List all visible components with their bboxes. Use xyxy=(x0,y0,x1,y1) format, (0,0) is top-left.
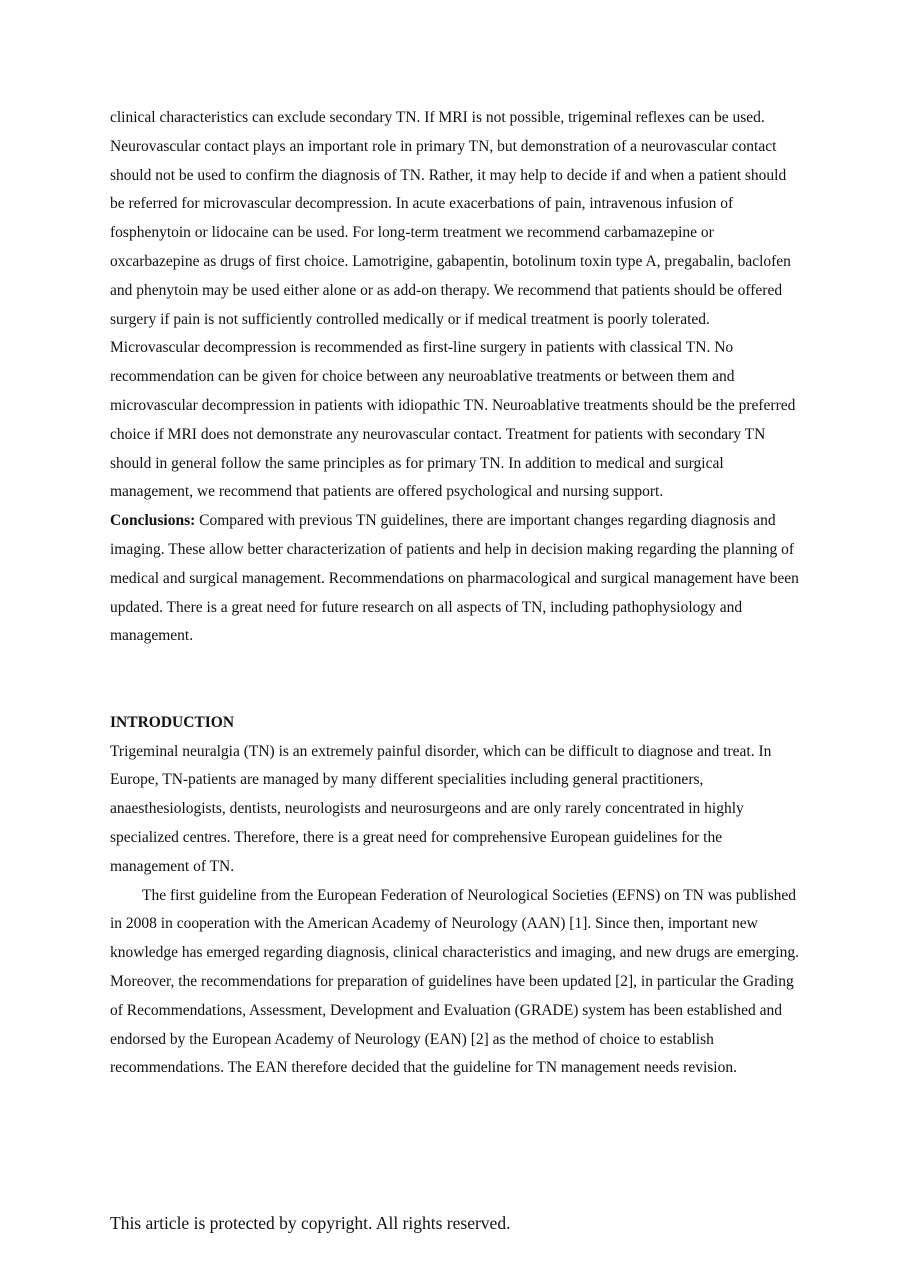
abstract-results-continuation: clinical characteristics can exclude secondary TN. If MRI is not possible, trigeminal reflexes can be used. Neurovascular contact plays an important role in primary TN, but demonstration of a neurovascular contact should not be used to confirm the diagnosis of TN. Rather, it may help to decide if and when a patient should be referred for microvascular decompression. In acute exacerbations of pain, intravenous infusion of fosphenytoin or lidocaine can be used. For long-term treatment we recommend carbamazepine or oxcarbazepine as drugs of first choice. Lamotrigine, gabapentin, botolinum toxin type A, pregabalin, baclofen and phenytoin may be used either alone or as add-on therapy. We recommend that patients should be offered surgery if pain is not sufficiently controlled medically or if medical treatment is poorly tolerated. Microvascular decompression is recommended as first-line surgery in patients with classical TN. No recommendation can be given for choice between any neuroablative treatments or between them and microvascular decompression in patients with idiopathic TN. Neuroablative treatments should be the preferred choice if MRI does not demonstrate any neurovascular contact. Treatment for patients with secondary TN should in general follow the same principles as for primary TN. In addition to medical and surgical management, we recommend that patients are offered psychological and nursing support. xyxy=(110,109,796,501)
article-body xyxy=(110,104,800,1083)
conclusions-text: Compared with previous TN guidelines, there are important changes regarding diagnosis and imaging. These allow better characterization of patients and help in decision making regarding the planning of medical and surgical management. Recommendations on pharmacological and surgical management have been updated. There is a great need for future research on all aspects of TN, including pathophysiology and management. xyxy=(110,512,799,645)
section-spacer xyxy=(110,651,800,709)
abstract-conclusions xyxy=(110,507,800,651)
introduction-heading: INTRODUCTION xyxy=(110,713,235,731)
introduction-paragraph-1: Trigeminal neuralgia (TN) is an extremely painful disorder, which can be difficult to diagnose and treat. In Europe, TN-patients are managed by many different specialities including general practitioners, anaesthesiologists, dentists, neurologists and neurosurgeons and are only rarely concentrated in highly specialized centres. Therefore, there is a great need for comprehensive European guidelines for the management of TN. xyxy=(110,742,772,875)
conclusions-label: Conclusions: xyxy=(110,512,196,530)
introduction-paragraph-2: The first guideline from the European Federation of Neurological Societies (EFNS) on TN was published in 2008 in cooperation with the American Academy of Neurology (AAN) [1]. Since then, important new knowledge has emerged regarding diagnosis, clinical characteristics and imaging, and new drugs are emerging. Moreover, the recommendations for preparation of guidelines have been updated [2], in particular the Grading of Recommendations, Assessment, Development and Evaluation (GRADE) system has been established and endorsed by the European Academy of Neurology (EAN) [2] as the method of choice to establish recommendations. The EAN therefore decided that the guideline for TN management needs revision. xyxy=(110,886,799,1077)
copyright-notice: This article is protected by copyright. All rights reserved. xyxy=(110,1213,511,1233)
